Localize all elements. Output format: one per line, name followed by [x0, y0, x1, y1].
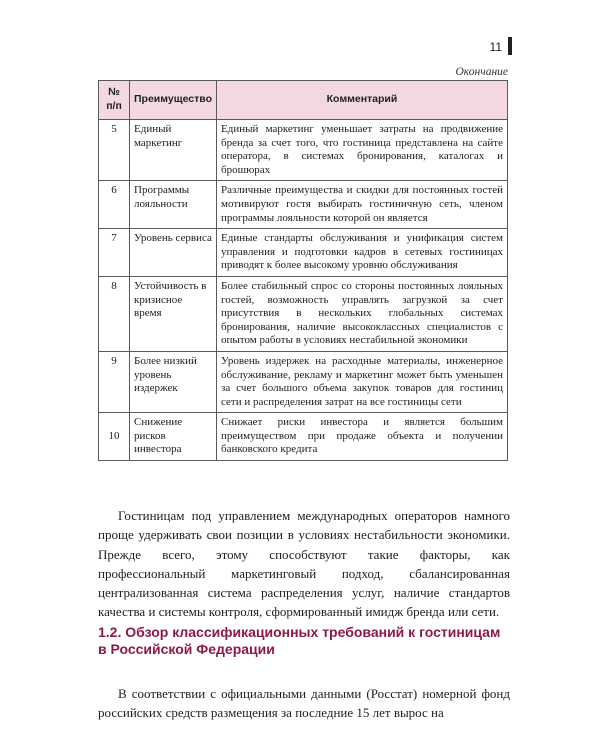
row-comment: Единые стандарты обслуживания и унификация систем управления и подготовки кадров в сетевых гостиницах приводят к более высокому уровню обслуживания	[217, 229, 508, 277]
table-row	[99, 120, 508, 181]
row-number: 10	[99, 413, 130, 461]
continuation-label: Окончание	[455, 66, 508, 78]
row-advantage: Единый маркетинг	[130, 120, 217, 181]
table-row	[99, 351, 508, 412]
row-number: 7	[99, 229, 130, 277]
row-number: 9	[99, 351, 130, 412]
column-header-number: № п/п	[99, 81, 130, 120]
row-advantage: Снижение рисков инвестора	[130, 413, 217, 461]
section-heading: 1.2. Обзор классификационных требований к гостиницам в Российской Федерации	[98, 624, 501, 657]
table-row	[99, 181, 508, 229]
column-header-comment: Комментарий	[217, 81, 508, 120]
page-number-bar	[508, 37, 512, 55]
row-comment: Снижает риски инвестора и является большим преимуществом при продаже объекта и получении банковского кредита	[217, 413, 508, 461]
row-comment: Уровень издержек на расходные материалы, инженерное обслуживание, рекламу и маркетинг может быть уменьшен за счет большого объема закупок товаров для гостиниц сети и распределения затрат на все гостиницы сети	[217, 351, 508, 412]
body-paragraph: В соответствии с официальными данными (Росстат) номерной фонд российских средств размещения за последние 15 лет вырос на	[98, 686, 510, 721]
row-number: 6	[99, 181, 130, 229]
table-row	[99, 413, 508, 461]
row-advantage: Программы лояльности	[130, 181, 217, 229]
table-row	[99, 229, 508, 277]
row-comment: Различные преимущества и скидки для постоянных гостей мотивируют гостя выбирать гостиничную сеть, членом программы лояльности которой он является	[217, 181, 508, 229]
row-number: 8	[99, 276, 130, 351]
advantages-table	[98, 80, 508, 461]
table-row	[99, 276, 508, 351]
row-number: 5	[99, 120, 130, 181]
row-comment: Единый маркетинг уменьшает затраты на продвижение бренда за счет того, что гостиница представлена на сайте оператора, в системах бронирования, каталогах и брошюрах	[217, 120, 508, 181]
row-advantage: Уровень сервиса	[130, 229, 217, 277]
row-comment: Более стабильный спрос со стороны постоянных лояльных гостей, возможность управлять загрузкой за счет присутствия в нескольких глобальных системах бронирования, наличие высококлассных специалистов с опытом работы в условиях нестабильной экономики	[217, 276, 508, 351]
table-header-row	[99, 81, 508, 120]
row-advantage: Более низкий уровень издержек	[130, 351, 217, 412]
column-header-advantage: Преимущество	[130, 81, 217, 120]
body-paragraph: Гостиницам под управлением международных операторов намного проще удерживать свои позиции в условиях нестабильности экономики. Прежде всего, этому способствуют такие факторы, как профессиональный маркетинговый подход, сбалансированная централизованная система распределения услуг, наличие стандартов качества и системы контроля, сформированный имидж бренда или сети.	[98, 508, 510, 620]
row-advantage: Устойчивость в кризисное время	[130, 276, 217, 351]
page-number: 11	[489, 40, 502, 54]
